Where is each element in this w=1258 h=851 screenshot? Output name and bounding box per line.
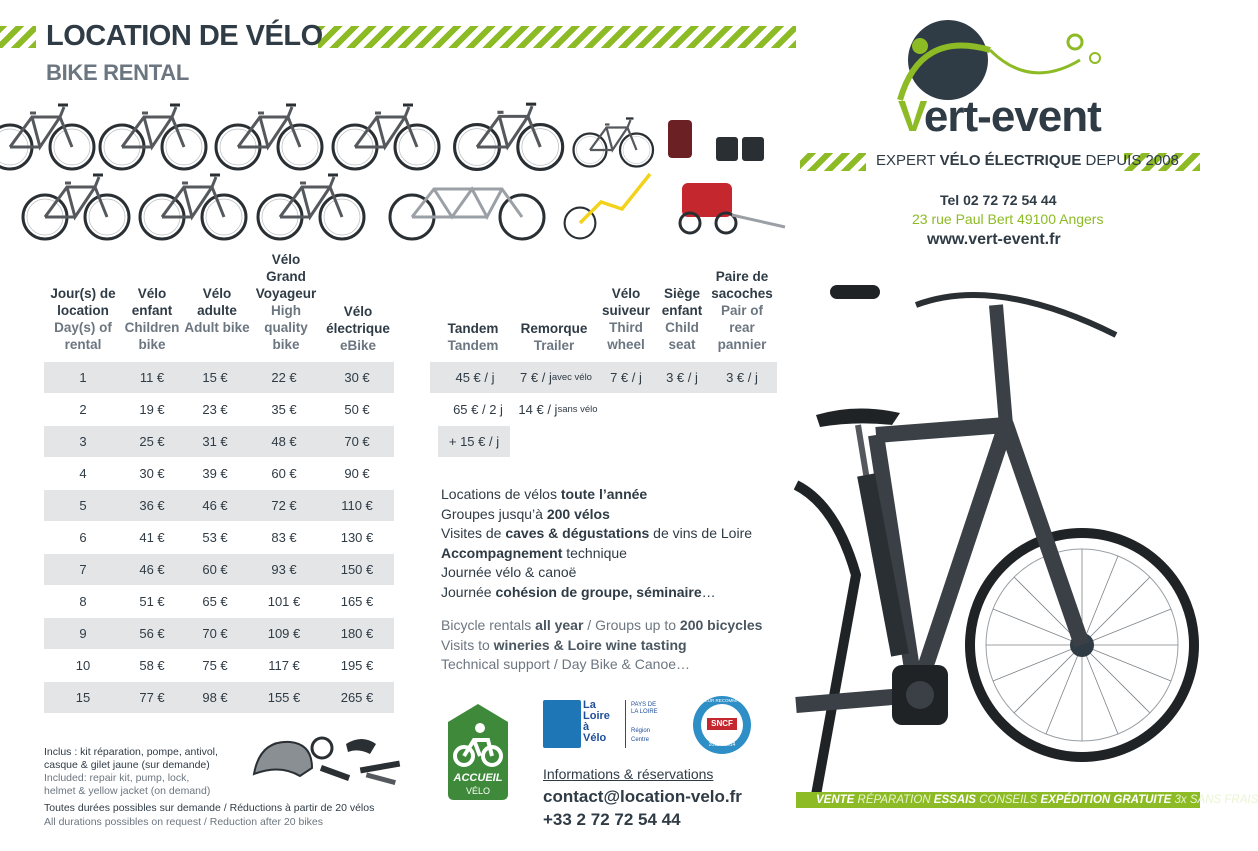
info-line: Visites de caves & dégustations de vins de Loire [441,525,753,541]
header-ebike: Vélo électrique eBike [326,304,390,353]
pays-de-la-loire-label: PAYS DE LA LOIRE [631,702,658,715]
brand-website[interactable]: www.vert-event.fr [927,231,1061,248]
table-cell: 150 € [340,562,374,577]
table-row [44,554,394,585]
table-cell: 41 € [139,530,165,545]
table-row [44,650,394,681]
includes-fr-1: Inclus : kit réparation, pompe, antivol, [44,746,218,758]
contact-label: Informations & réservations [543,766,714,782]
header-tandem: Tandem Tandem [447,321,499,353]
header-stripe-left [0,26,36,48]
header-third-wheel: Vélo suiveur Third wheel [601,286,651,352]
contact-email[interactable]: contact@location-velo.fr [543,787,742,806]
table-cell: 5 [79,498,87,513]
table-cell: 39 € [202,466,228,481]
table-row [44,618,394,649]
table-cell: 70 € [344,434,370,449]
table-cell: 22 € [271,370,297,385]
includes-en-2: helmet & yellow jacket (on demand) [44,785,211,797]
service-item: 3x SANS FRAIS [1174,794,1258,806]
header-pannier: Paire de sacoches Pair of rear pannier [711,269,773,352]
loire-a-velo-logo: La Loire à Vélo PAYS DE LA LOIRE Région Centre [543,700,673,750]
table-row [44,394,394,425]
tandem-2days: 65 € / 2 j [453,402,503,417]
durations-note-fr: Toutes durées possibles sur demande / Réductions à partir de 20 vélos [44,802,375,814]
info-line: Accompagnement technique [441,544,627,561]
info-line: Groupes jusqu’à 200 vélos [441,505,610,522]
table-cell: 93 € [271,562,297,577]
header-stripe-right [318,26,796,48]
accueil-velo-badge [444,700,512,802]
table-cell: 265 € [340,690,374,705]
table-cell: 50 € [344,402,370,417]
table-cell: 83 € [271,530,297,545]
brand-address: 23 rue Paul Bert 49100 Angers [912,211,1104,227]
brand-expert-line: EXPERT VÉLO ÉLECTRIQUE DEPUIS 2008 [876,152,1179,169]
pannier-price: 3 € / j [726,370,758,385]
brand-name: Vert-event [898,92,1101,141]
table-cell: 11 € [139,370,165,385]
sncf-label: SNCF [707,718,737,730]
table-cell: 60 € [271,466,297,481]
services-band [796,792,1258,808]
table-cell: 195 € [340,658,374,673]
table-cell: 155 € [267,690,301,705]
table-cell: 30 € [344,370,370,385]
header-child-seat: Siège enfant Child seat [661,286,703,352]
info-line-en: Visits to wineries & Loire wine tasting [441,636,687,653]
service-item: ESSAIS [933,794,980,806]
tandem-extra-day: + 15 € / j [448,434,500,449]
table-row [44,522,394,553]
table-cell: 8 [79,594,87,609]
service-item: CONSEILS [979,794,1041,806]
table-cell: 180 € [340,626,374,641]
table-cell: 1 [79,370,87,385]
table-cell: 30 € [139,466,165,481]
table-cell: 109 € [267,626,301,641]
service-item: VENTE [816,794,858,806]
info-line-en: Bicycle rentals all year / Groups up to 200 bicycles [441,617,763,633]
velo-label: VÉLO [465,786,490,796]
table-cell: 9 [79,626,87,641]
info-line-en: Technical support / Day Bike & Canoe… [441,656,691,672]
table-cell: 19 € [139,402,165,417]
info-line: Journée vélo & canoë [441,564,577,580]
table-cell: 25 € [139,434,165,449]
table-cell: 70 € [202,626,228,641]
table-cell: 48 € [271,434,297,449]
table-cell: 23 € [202,402,228,417]
table-row [44,586,394,617]
table-cell: 51 € [139,594,165,609]
table-cell: 31 € [202,434,228,449]
years-label: 2013 - 2014 [708,742,736,748]
table-cell: 7 [79,562,87,577]
brand-stripe-left [800,153,866,171]
table-cell: 46 € [202,498,228,513]
table-row [44,458,394,489]
service-item: RÉPARATION [857,794,934,806]
table-row [44,362,394,393]
table-cell: 35 € [271,402,297,417]
includes-en-1: Included: repair kit, pump, lock, [44,772,190,784]
table-cell: 2 [79,402,87,417]
bike-icon-1 [0,105,94,169]
includes-fr-2: casque & gilet jaune (sur demande) [44,759,210,771]
sncf-loueur-badge [693,696,751,754]
info-fr [441,485,752,602]
table-cell: 53 € [202,530,228,545]
trailer-with-bike: 7 € / j avec vélo [520,370,592,385]
accessories-icon [250,734,410,794]
table-cell: 3 [79,434,87,449]
table-cell: 90 € [344,466,370,481]
table-cell: 56 € [139,626,165,641]
info-line: Journée cohésion de groupe, séminaire… [441,583,716,600]
table-cell: 15 [75,690,91,705]
table-cell: 117 € [268,658,300,673]
info-en [441,616,762,675]
durations-note-en: All durations possibles on request / Reduction after 20 bikes [44,816,323,828]
header-days: Jour(s) de location Day(s) of rental [50,286,116,352]
table-cell: 130 € [340,530,374,545]
table-cell: 60 € [202,562,228,577]
header-grand-voyageur: Vélo Grand Voyageur High quality bike [255,252,317,352]
table-cell: 15 € [202,370,228,385]
table-cell: 75 € [202,658,228,673]
brand-tel[interactable]: Tel 02 72 72 54 44 [940,192,1057,208]
ebike-illustration [796,275,1200,845]
table-cell: 58 € [139,658,165,673]
header-child-bike: Vélo enfant Children bike [124,286,180,352]
table-cell: 10 [75,658,91,673]
table-cell: 101 € [267,594,301,609]
service-item: EXPÉDITION GRATUITE [1040,794,1175,806]
centre-label: Centre [631,737,650,743]
page-title: LOCATION DE VÉLO [46,20,323,52]
table-cell: 4 [79,466,87,481]
header-trailer: Remorque Trailer [520,321,588,353]
table-cell: 6 [79,530,87,545]
table-cell: 98 € [202,690,228,705]
table-row [44,682,394,713]
table-cell: 36 € [139,498,165,513]
tandem-1day: 45 € / j [455,370,495,385]
loueur-label: LOUEUR RECOMMANDÉ [695,698,749,703]
header-adult-bike: Vélo adulte Adult bike [184,286,250,335]
table-cell: 72 € [271,498,297,513]
table-cell: 110 € [341,498,373,513]
third-wheel-price: 7 € / j [610,370,642,385]
child-seat-price: 3 € / j [666,370,698,385]
table-row [44,490,394,521]
info-line: Locations de vélos toute l’année [441,486,648,502]
table-cell: 46 € [139,562,165,577]
trailer-without-bike: 14 € / j sans vélo [518,402,598,417]
contact-phone[interactable]: +33 2 72 72 54 44 [543,810,681,829]
region-label: Région [631,728,651,734]
table-cell: 165 € [340,594,374,609]
table-cell: 65 € [202,594,228,609]
page-subtitle: BIKE RENTAL [46,60,189,85]
table-row [44,426,394,457]
bike-illustrations [0,95,790,245]
table-cell: 77 € [139,690,165,705]
accueil-label: ACCUEIL [453,772,503,784]
